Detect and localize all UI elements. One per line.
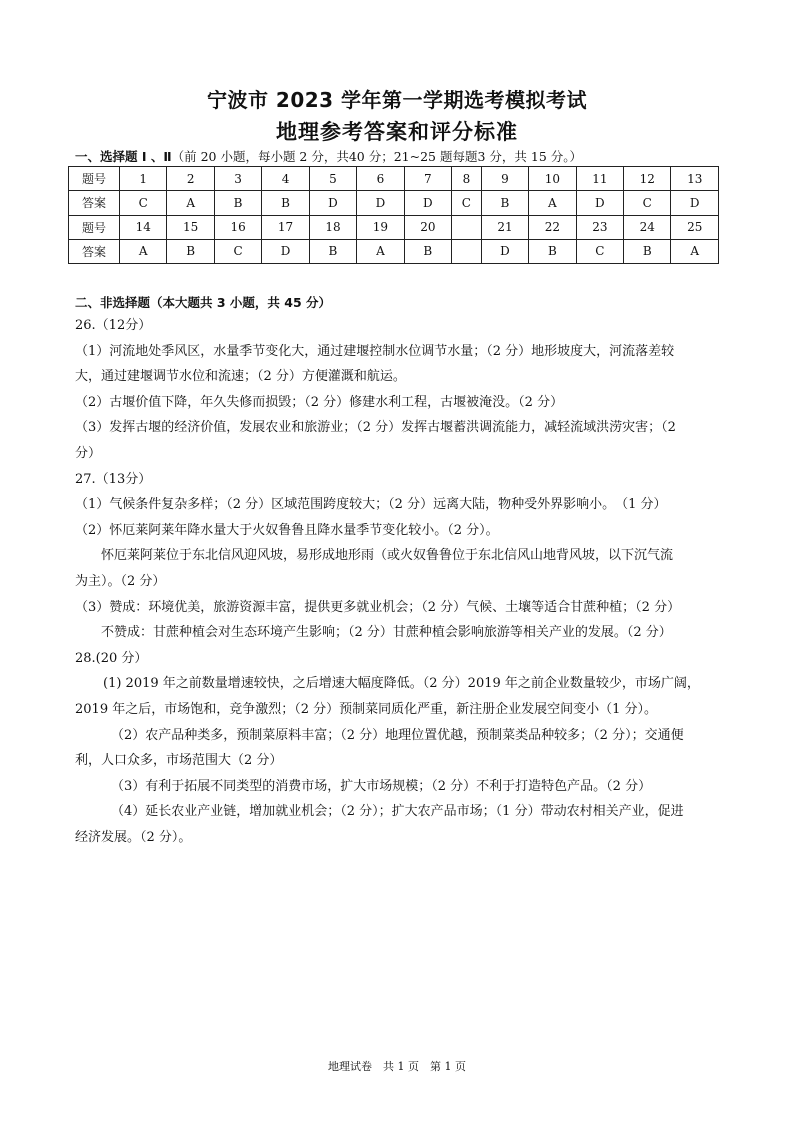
table-cell: 答案 bbox=[69, 191, 120, 215]
q26-line: （3）发挥古堰的经济价值，发展农业和旅游业；（2 分）发挥古堰蓄洪调流能力，减轻流域洪涝灾害；（2 bbox=[75, 420, 676, 436]
table-cell: 22 bbox=[529, 215, 576, 239]
q28-line: 2019 年之后，市场饱和，竞争激烈；（2 分）预制菜同质化严重，新注册企业发展空间变小（1 分）。 bbox=[75, 701, 658, 717]
q28-line: （2）农产品种类多，预制菜原料丰富；（2 分）地理位置优越，预制菜类品种较多；（2 分）；交通便 bbox=[111, 727, 684, 743]
table-cell: B bbox=[624, 239, 671, 263]
table-cell: 18 bbox=[309, 215, 356, 239]
q27-line: （3）赞成：环境优美，旅游资源丰富，提供更多就业机会；（2 分）气候、土壤等适合甘蔗种植；（2 分） bbox=[75, 599, 681, 615]
q27-line: （1）气候条件复杂多样；（2 分）区域范围跨度较大；（2 分）远离大陆，物种受外界影响小。 （1 分） bbox=[75, 497, 667, 513]
section1-heading bbox=[75, 147, 582, 165]
table-cell: 答案 bbox=[69, 239, 120, 263]
table-cell: 11 bbox=[576, 167, 623, 191]
table-cell: 1 bbox=[120, 167, 167, 191]
answer-table bbox=[68, 166, 719, 264]
table-cell: 15 bbox=[167, 215, 214, 239]
page-title: 宁波市 2023 学年第一学期选考模拟考试 bbox=[206, 88, 588, 112]
q28-line: 经济发展。（2 分）。 bbox=[75, 829, 192, 845]
table-cell: 21 bbox=[481, 215, 528, 239]
table-cell: 25 bbox=[671, 215, 719, 239]
table-cell: D bbox=[481, 239, 528, 263]
table-cell: 19 bbox=[357, 215, 404, 239]
table-cell: B bbox=[262, 191, 309, 215]
table-cell: B bbox=[214, 191, 261, 215]
table-cell: A bbox=[167, 191, 214, 215]
table-cell: B bbox=[404, 239, 451, 263]
table-cell: D bbox=[671, 191, 719, 215]
table-cell: 题号 bbox=[69, 215, 120, 239]
section2-heading: 二、非选择题（本大题共 3 小题，共 45 分） bbox=[75, 295, 332, 310]
table-cell: A bbox=[357, 239, 404, 263]
table-cell: C bbox=[452, 191, 482, 215]
table-cell: 5 bbox=[309, 167, 356, 191]
q28-line: (1) 2019 年之前数量增速较快，之后增速大幅度降低。（2 分）2019 年之前企业数量较少，市场广阔， bbox=[103, 676, 700, 692]
table-cell: 4 bbox=[262, 167, 309, 191]
section2-body bbox=[75, 313, 725, 850]
q28-line: 利，人口众多，市场范围大（2 分） bbox=[75, 753, 283, 769]
table-cell: B bbox=[481, 191, 528, 215]
table-cell: B bbox=[309, 239, 356, 263]
table-cell: 3 bbox=[214, 167, 261, 191]
page-footer: 地理试卷 共 1 页 第 1 页 bbox=[328, 1060, 466, 1073]
table-cell: A bbox=[120, 239, 167, 263]
table-cell bbox=[452, 239, 482, 263]
q27-line: 为主）。（2 分） bbox=[75, 573, 166, 589]
section1-note: （前 20 小题，每小题 2 分，共40 分；21~25 题每题3 分，共 15 分。） bbox=[171, 149, 583, 164]
q27-line: 不赞成：甘蔗种植会对生态环境产生影响；（2 分）甘蔗种植会影响旅游等相关产业的发展。（2 分） bbox=[101, 625, 672, 641]
q28-line: （4）延长农业产业链，增加就业机会；（2 分）；扩大农产品市场；（1 分）带动农村相关产业，促进 bbox=[111, 804, 684, 820]
table-cell: 10 bbox=[529, 167, 576, 191]
table-cell: B bbox=[529, 239, 576, 263]
table-cell: A bbox=[671, 239, 719, 263]
table-cell: 16 bbox=[214, 215, 261, 239]
table-cell: D bbox=[309, 191, 356, 215]
table-cell: 题号 bbox=[69, 167, 120, 191]
table-cell: 6 bbox=[357, 167, 404, 191]
table-cell: 24 bbox=[624, 215, 671, 239]
table-cell bbox=[452, 215, 482, 239]
table-cell: 9 bbox=[481, 167, 528, 191]
page-subtitle: 地理参考答案和评分标准 bbox=[276, 120, 518, 144]
table-cell: D bbox=[404, 191, 451, 215]
table-cell: B bbox=[167, 239, 214, 263]
table-cell: 20 bbox=[404, 215, 451, 239]
table-cell: C bbox=[120, 191, 167, 215]
table-cell: D bbox=[576, 191, 623, 215]
question-28-heading: 28.(20 分） bbox=[75, 650, 148, 666]
table-cell: 2 bbox=[167, 167, 214, 191]
table-cell: 23 bbox=[576, 215, 623, 239]
q28-line: （3）有利于拓展不同类型的消费市场，扩大市场规模；（2 分）不利于打造特色产品。（2 分） bbox=[111, 778, 652, 794]
table-cell: 14 bbox=[120, 215, 167, 239]
table-cell: 8 bbox=[452, 167, 482, 191]
table-cell: D bbox=[262, 239, 309, 263]
table-cell: C bbox=[624, 191, 671, 215]
q27-line: 怀厄莱阿莱位于东北信风迎风坡，易形成地形雨（或火奴鲁鲁位于东北信风山地背风坡，以下沉气流 bbox=[101, 548, 674, 564]
table-cell: 7 bbox=[404, 167, 451, 191]
section1-title: 一、选择题 Ⅰ 、Ⅱ bbox=[75, 149, 172, 164]
q26-line: 分） bbox=[75, 445, 102, 461]
table-cell: C bbox=[576, 239, 623, 263]
table-cell: C bbox=[214, 239, 261, 263]
question-26-heading: 26.（12分） bbox=[75, 318, 152, 333]
q26-line: （2）古堰价值下降，年久失修而损毁；（2 分）修建水利工程，古堰被淹没。（2 分） bbox=[75, 394, 564, 410]
table-row bbox=[69, 191, 719, 215]
table-row bbox=[69, 215, 719, 239]
table-row bbox=[69, 239, 719, 263]
table-row bbox=[69, 167, 719, 191]
q26-line: （1）河流地处季风区，水量季节变化大，通过建堰控制水位调节水量；（2 分）地形坡度大，河流落差较 bbox=[75, 343, 675, 359]
table-cell: 12 bbox=[624, 167, 671, 191]
question-27-heading: 27.（13分） bbox=[75, 471, 152, 487]
table-cell: 13 bbox=[671, 167, 719, 191]
table-cell: 17 bbox=[262, 215, 309, 239]
table-cell: A bbox=[529, 191, 576, 215]
table-cell: D bbox=[357, 191, 404, 215]
q26-line: 大，通过建堰调节水位和流速；（2 分）方便灌溉和航运。 bbox=[75, 369, 406, 385]
q27-line: （2）怀厄莱阿莱年降水量大于火奴鲁鲁且降水量季节变化较小。（2 分）。 bbox=[75, 522, 499, 538]
